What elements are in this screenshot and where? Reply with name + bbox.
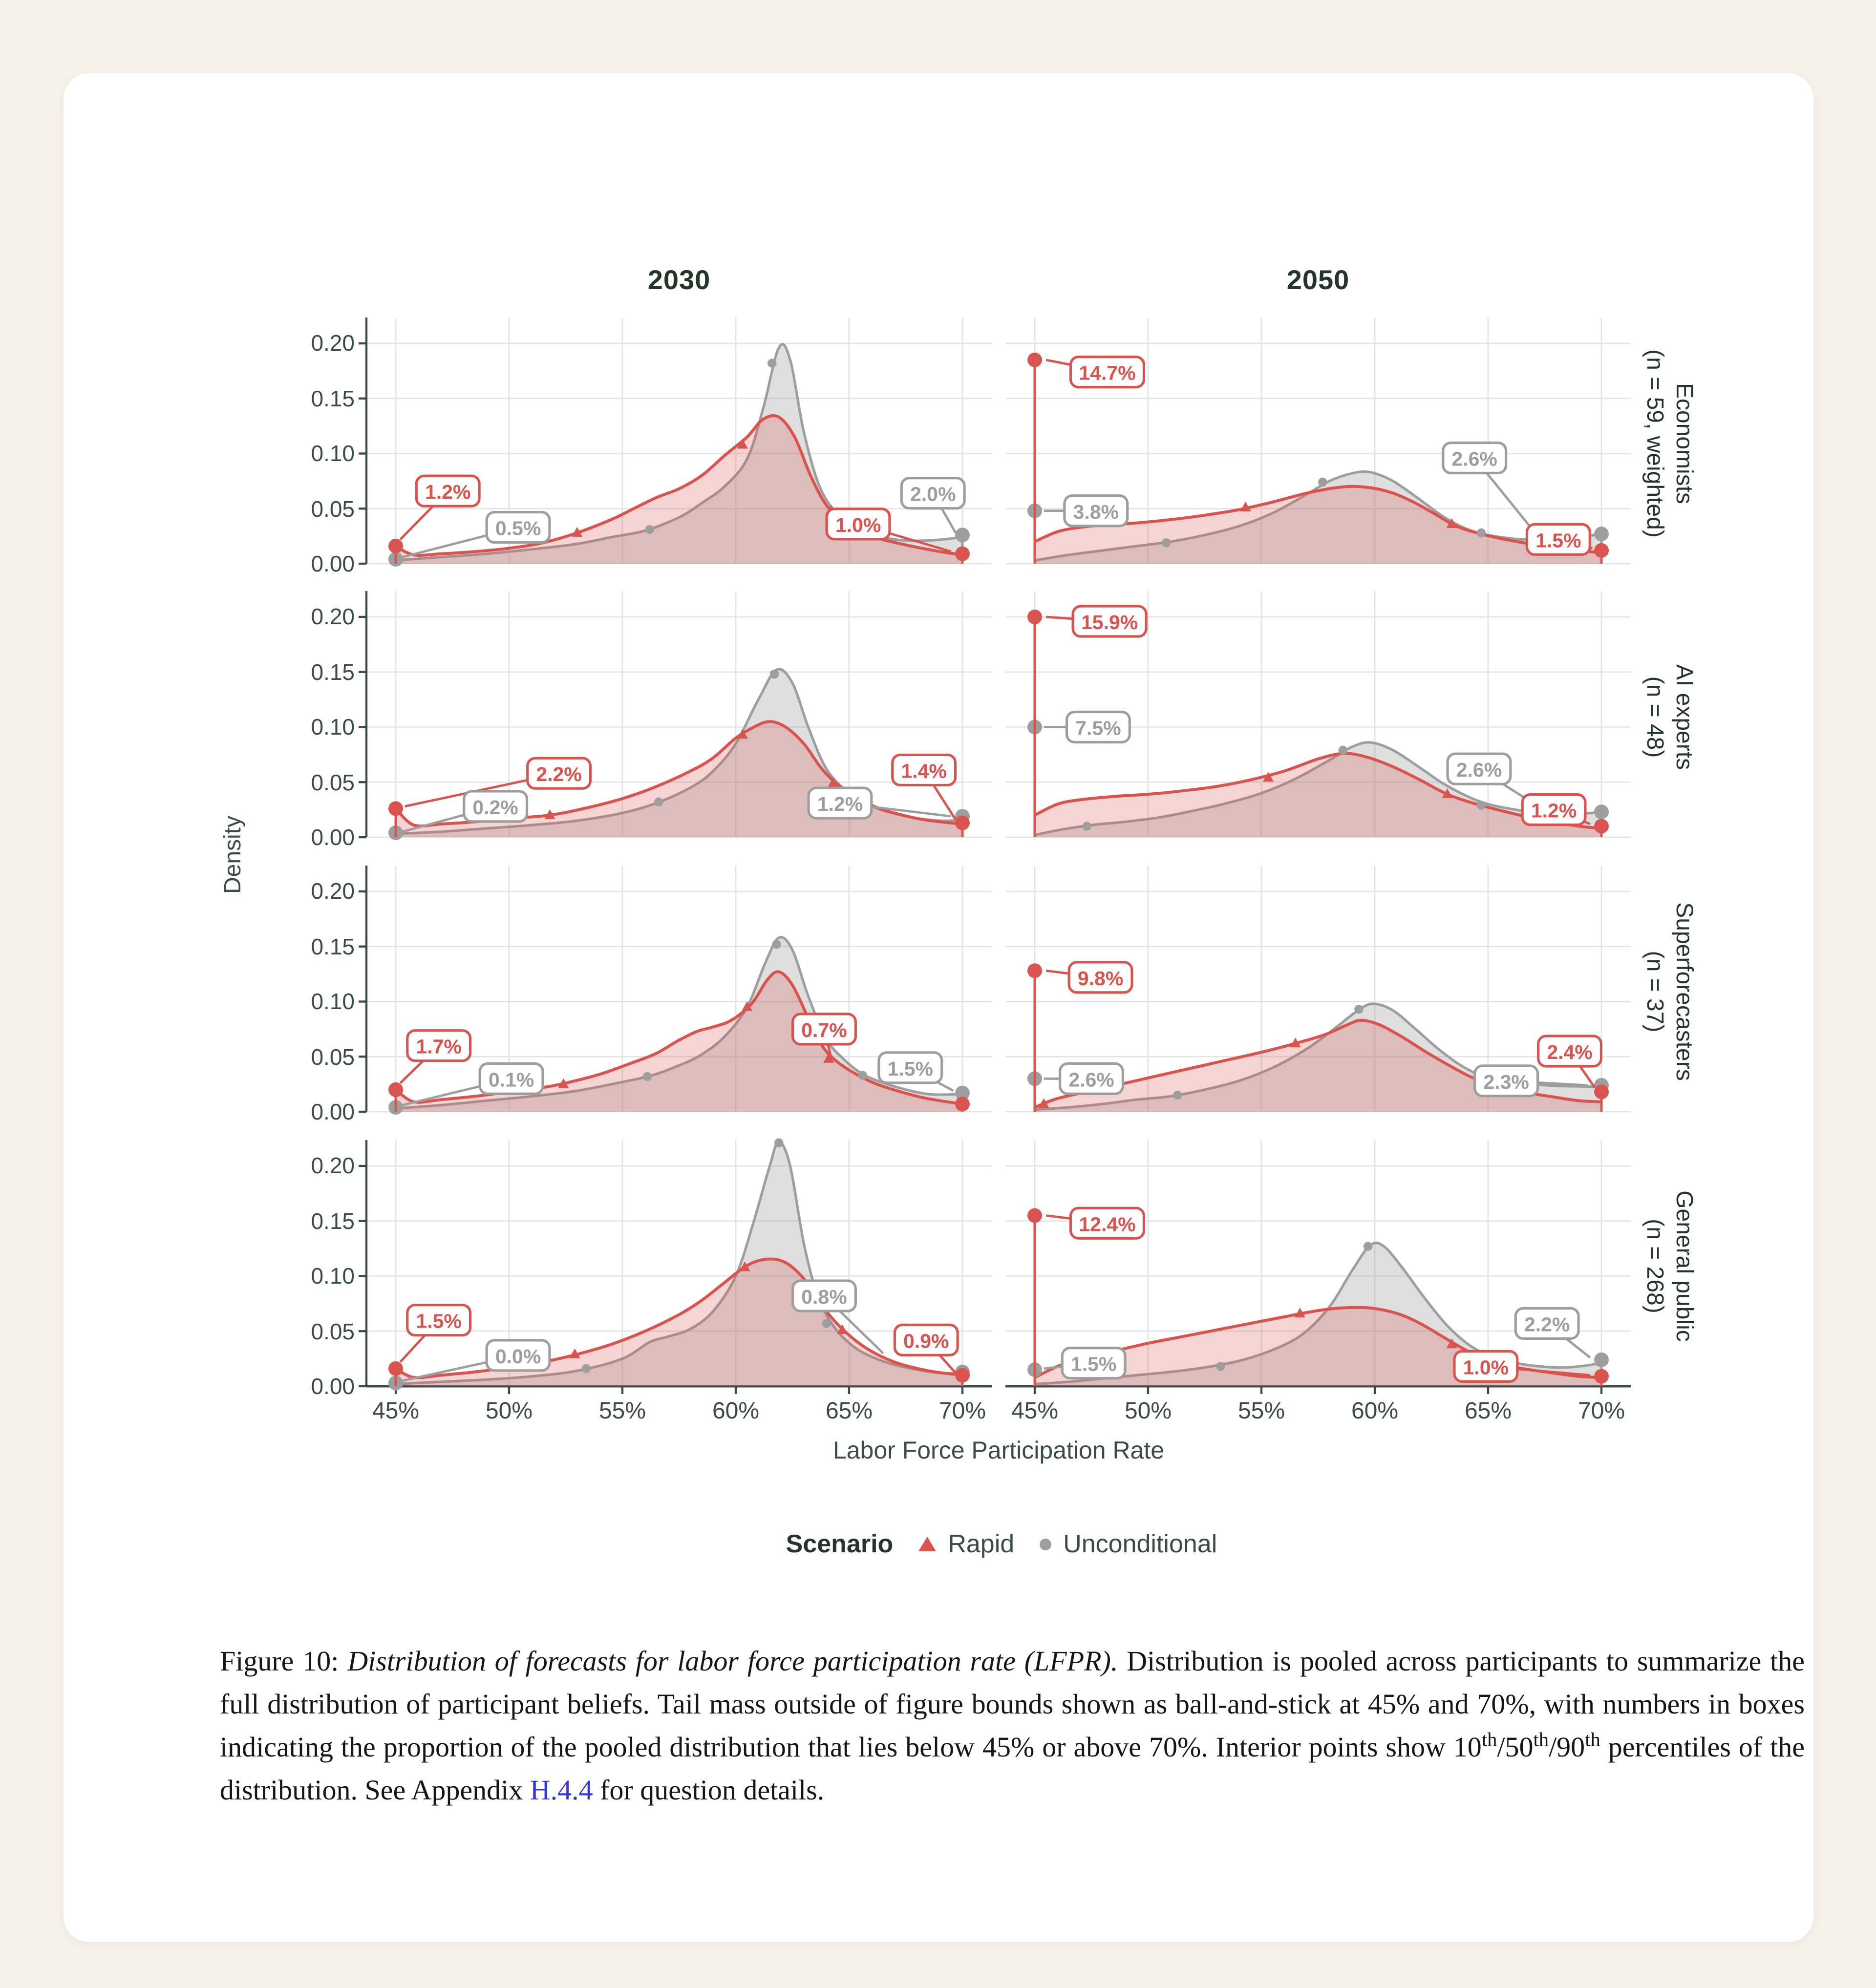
tail-mass-label: 12.4% — [1079, 1213, 1136, 1236]
rapid-tail-ball — [1594, 543, 1609, 558]
x-tick-label: 50% — [1124, 1398, 1172, 1424]
rapid-tail-ball — [955, 1097, 970, 1111]
tail-mass-label: 2.4% — [1547, 1040, 1593, 1063]
y-axis-label: Density — [220, 815, 246, 894]
rapid-tail-ball — [388, 1361, 403, 1376]
caption-text: th — [1481, 1730, 1497, 1751]
panel-ai-experts-2050 — [1005, 591, 1631, 845]
row-sample-size: (n = 268) — [1642, 1219, 1668, 1313]
tail-mass-label: 1.2% — [1531, 799, 1577, 822]
y-tick-label: 0.20 — [311, 1153, 355, 1179]
tail-mass-label: 7.5% — [1075, 717, 1121, 740]
row-group-name: Economists — [1671, 382, 1697, 505]
rapid-tail-ball — [955, 1368, 970, 1382]
y-tick-label: 0.05 — [311, 1318, 355, 1344]
tail-mass-label: 2.6% — [1456, 759, 1502, 782]
row-label-ai-experts — [1637, 591, 1701, 843]
x-tick-label: 55% — [1237, 1398, 1285, 1424]
percentile-marker-unconditional — [1477, 529, 1486, 537]
rapid-tail-ball — [1027, 1208, 1042, 1223]
caption-text: Distribution is pooled across participants to summarize the full distribution of participant beliefs. Tail mass outside of figure bounds shown as ball-and-stick at 45% and 70%, with numbers in boxes indicating the proportion of the pooled distribution that lies below 45% or above 70%. Interior points show 10 — [220, 1646, 1805, 1764]
y-tick-label: 0.00 — [311, 1099, 355, 1124]
tail-mass-label: 0.9% — [903, 1330, 949, 1353]
panel-general-public-2050 — [1005, 1140, 1631, 1394]
caption-text: /90 — [1549, 1732, 1585, 1764]
percentile-marker-unconditional — [1339, 746, 1347, 755]
percentile-marker-unconditional — [1173, 1091, 1182, 1100]
percentile-marker-unconditional — [1162, 538, 1171, 547]
y-tick-label: 0.10 — [311, 441, 355, 466]
tail-mass-label: 2.6% — [1068, 1068, 1114, 1091]
caption-text: th — [1533, 1730, 1549, 1751]
column-title-2030: 2030 — [647, 265, 711, 295]
row-label-general-public — [1637, 1140, 1701, 1392]
percentile-marker-unconditional — [1083, 822, 1091, 830]
x-tick-label: 70% — [1578, 1398, 1625, 1424]
y-tick-label: 0.15 — [311, 659, 355, 685]
percentile-marker-unconditional — [654, 798, 663, 806]
row-label-superforecasters — [1637, 866, 1701, 1118]
percentile-marker-unconditional — [1477, 801, 1486, 809]
appendix-link[interactable]: H.4.4 — [530, 1775, 593, 1807]
y-tick-label: 0.05 — [311, 1044, 355, 1070]
tail-mass-label: 0.7% — [801, 1018, 847, 1041]
tail-mass-label: 0.0% — [495, 1345, 541, 1368]
y-tick-label: 0.20 — [311, 330, 355, 356]
x-tick-label: 65% — [825, 1398, 873, 1424]
caption-text: /50 — [1497, 1732, 1534, 1764]
rapid-tail-ball — [1594, 1369, 1609, 1384]
rapid-tail-ball — [388, 801, 403, 816]
tail-mass-label: 3.8% — [1073, 500, 1119, 523]
percentile-marker-unconditional — [1354, 1005, 1363, 1014]
unconditional-tail-ball — [1594, 804, 1609, 819]
row-sample-size: (n = 48) — [1642, 676, 1668, 758]
tail-mass-label: 2.2% — [536, 763, 582, 786]
rapid-area — [396, 1259, 962, 1386]
figure-card — [64, 73, 1813, 1942]
percentile-marker-unconditional — [822, 1319, 831, 1328]
percentile-marker-unconditional — [767, 359, 776, 367]
percentile-marker-unconditional — [770, 670, 779, 678]
tail-mass-label: 1.5% — [887, 1057, 934, 1080]
y-tick-label: 0.10 — [311, 714, 355, 740]
tail-mass-label: 2.3% — [1483, 1070, 1529, 1093]
tail-mass-label: 15.9% — [1081, 611, 1138, 634]
percentile-marker-unconditional — [645, 525, 654, 534]
row-sample-size: (n = 59, weighted) — [1642, 349, 1668, 538]
x-axis-label: Labor Force Participation Rate — [832, 1437, 1165, 1464]
y-tick-label: 0.00 — [311, 825, 355, 850]
row-group-name: AI experts — [1671, 664, 1697, 770]
tail-mass-label: 9.8% — [1077, 967, 1124, 990]
tail-mass-label: 1.5% — [1535, 529, 1581, 552]
y-tick-label: 0.00 — [311, 551, 355, 576]
panel-economists-2030 — [366, 317, 992, 571]
rapid-tail-ball — [1594, 1084, 1609, 1099]
legend-label-rapid: Rapid — [948, 1529, 1015, 1558]
rapid-tail-ball — [1027, 610, 1042, 624]
row-sample-size: (n = 37) — [1642, 951, 1668, 1033]
y-tick-label: 0.15 — [311, 933, 355, 959]
rapid-tail-ball — [1027, 963, 1042, 978]
tail-mass-label: 0.5% — [495, 517, 541, 540]
panel-superforecasters-2050 — [1005, 866, 1631, 1120]
tail-mass-label: 1.0% — [1463, 1356, 1509, 1379]
x-tick-label: 55% — [598, 1398, 646, 1424]
rapid-tail-ball — [388, 539, 403, 553]
lfpr-chart — [64, 73, 1813, 1627]
percentile-marker-unconditional — [1318, 478, 1327, 486]
tail-mass-label: 1.0% — [835, 513, 881, 536]
row-label-economists — [1637, 317, 1701, 570]
tail-mass-label: 0.1% — [488, 1068, 534, 1091]
tail-mass-label: 1.2% — [425, 481, 471, 504]
panel-ai-experts-2030 — [366, 591, 992, 845]
x-tick-label: 45% — [372, 1398, 420, 1424]
legend-item-unconditional — [1040, 1529, 1217, 1559]
tail-mass-label: 1.5% — [1070, 1353, 1117, 1375]
unconditional-tail-ball — [1594, 1353, 1609, 1367]
row-group-name: Superforecasters — [1671, 902, 1697, 1081]
y-tick-label: 0.20 — [311, 878, 355, 904]
tail-mass-label: 2.6% — [1451, 447, 1497, 470]
percentile-marker-unconditional — [774, 1138, 783, 1147]
tail-mass-label: 1.2% — [817, 793, 863, 816]
panel-superforecasters-2030 — [366, 866, 992, 1120]
tail-mass-label: 0.8% — [801, 1286, 847, 1309]
x-tick-label: 60% — [1351, 1398, 1399, 1424]
figure-caption — [220, 1640, 1805, 1813]
rapid-tail-ball — [1594, 819, 1609, 833]
y-tick-label: 0.00 — [311, 1374, 355, 1399]
caption-text: Figure 10: — [220, 1646, 348, 1677]
percentile-marker-unconditional — [1364, 1242, 1372, 1250]
x-tick-label: 50% — [485, 1398, 533, 1424]
tail-mass-label: 14.7% — [1079, 361, 1136, 384]
caption-text: for question details. — [593, 1775, 825, 1807]
unconditional-dot-icon — [1040, 1538, 1051, 1550]
rapid-tail-ball — [388, 1082, 403, 1097]
percentile-marker-unconditional — [643, 1072, 652, 1081]
percentile-marker-unconditional — [858, 1071, 867, 1079]
caption-text: Distribution of forecasts for labor force participation rate (LFPR). — [347, 1646, 1118, 1677]
legend-label-unconditional: Unconditional — [1063, 1529, 1217, 1558]
legend-title: Scenario — [786, 1529, 894, 1558]
x-tick-label: 70% — [938, 1398, 986, 1424]
tail-mass-label: 2.2% — [1524, 1313, 1570, 1336]
panel-economists-2050 — [1005, 317, 1631, 571]
y-tick-label: 0.10 — [311, 1263, 355, 1289]
x-tick-label: 45% — [1011, 1398, 1059, 1424]
rapid-tail-ball — [955, 816, 970, 830]
unconditional-tail-ball — [955, 528, 970, 542]
y-tick-label: 0.15 — [311, 385, 355, 411]
y-tick-label: 0.05 — [311, 496, 355, 522]
rapid-tail-ball — [1027, 353, 1042, 367]
percentile-marker-unconditional — [1216, 1362, 1225, 1371]
tail-mass-label: 1.7% — [416, 1035, 462, 1058]
tail-mass-label: 0.2% — [472, 796, 518, 819]
rapid-tail-ball — [955, 547, 970, 561]
y-tick-label: 0.20 — [311, 604, 355, 630]
tail-mass-label: 1.5% — [416, 1310, 462, 1332]
percentile-marker-unconditional — [772, 940, 781, 949]
y-tick-label: 0.10 — [311, 989, 355, 1015]
column-title-2050: 2050 — [1286, 265, 1350, 295]
x-tick-label: 65% — [1464, 1398, 1512, 1424]
panel-general-public-2030 — [366, 1140, 992, 1394]
legend — [64, 1529, 1876, 1559]
unconditional-tail-ball — [1594, 527, 1609, 541]
rapid-triangle-icon — [918, 1537, 936, 1551]
caption-text: percentiles of the distribution. See Appendix — [220, 1732, 1805, 1807]
percentile-marker-unconditional — [582, 1364, 591, 1373]
legend-item-rapid — [918, 1529, 1014, 1559]
y-tick-label: 0.05 — [311, 769, 355, 795]
x-tick-label: 60% — [712, 1398, 760, 1424]
row-group-name: General public — [1671, 1190, 1697, 1342]
caption-text: th — [1585, 1730, 1600, 1751]
tail-mass-label: 1.4% — [901, 760, 947, 783]
tail-mass-label: 2.0% — [910, 483, 956, 506]
y-tick-label: 0.15 — [311, 1208, 355, 1234]
